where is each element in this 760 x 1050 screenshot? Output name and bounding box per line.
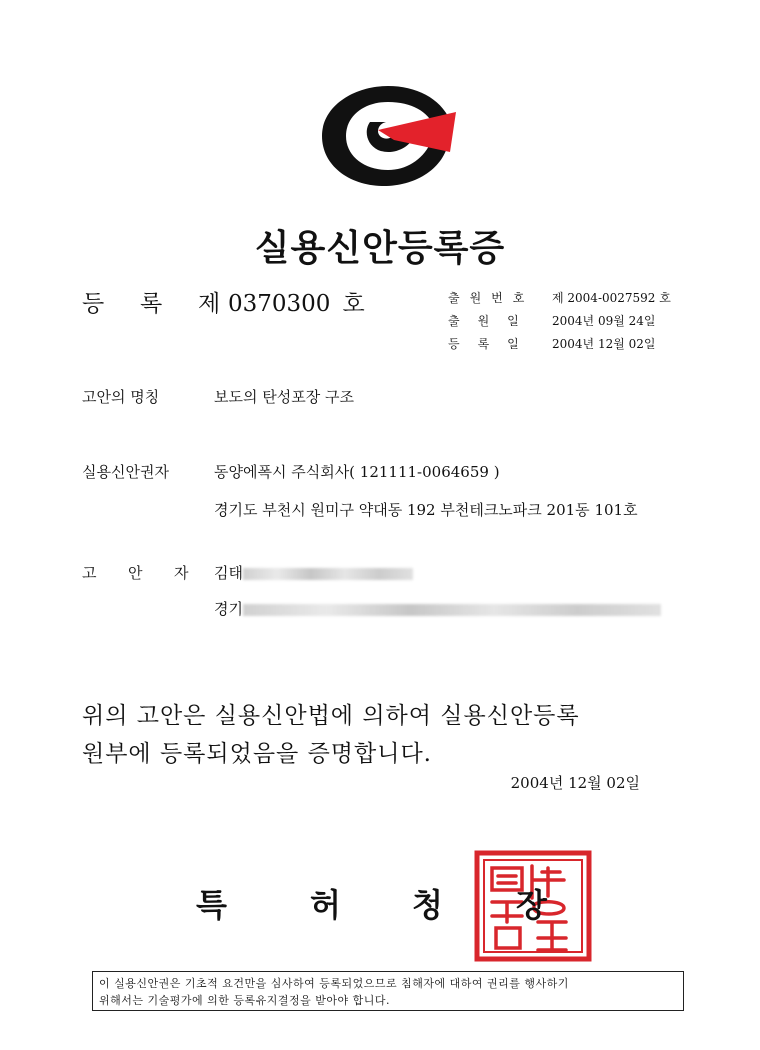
notice-box [92, 971, 684, 1011]
inventor-name-visible: 김태 [214, 564, 243, 582]
application-meta [448, 287, 678, 356]
registration-label-char: 등 [82, 291, 105, 317]
inventor-address-visible: 경기 [214, 600, 243, 618]
inventor-name [214, 562, 413, 583]
notice-line: 이 실용신안권은 기초적 요건만을 심사하여 등록되었으므로 침해자에 대하여 권리를 행사하기 [99, 977, 569, 990]
meta-value: 2004년 12월 02일 [552, 337, 656, 351]
holder-address: 경기도 부천시 원미구 약대동 192 부천테크노파크 201동 101호 [214, 501, 638, 519]
meta-row [448, 333, 678, 356]
certification-line: 원부에 등록되었음을 증명합니다. [82, 741, 432, 767]
notice-line: 위해서는 기술평가에 의한 등록유지결정을 받아야 합니다. [99, 994, 391, 1007]
holder-label: 실용신안권자 [82, 463, 169, 481]
inventor-label [82, 562, 189, 583]
kipo-emblem-logo [318, 82, 458, 188]
invention-name-value: 보도의 탄성포장 구조 [214, 388, 354, 406]
meta-label: 출원일 [448, 314, 537, 328]
registration-label-char: 록 [140, 291, 163, 317]
meta-row [448, 287, 678, 310]
inventor-address [214, 598, 661, 619]
office-char: 청 [412, 886, 443, 924]
meta-value: 제 2004-0027592 호 [552, 291, 671, 305]
document-title: 실용신안등록증 [254, 228, 506, 269]
registration-number: 0370300 [228, 291, 331, 317]
redacted-inventor-name [243, 568, 413, 580]
office-char: 허 [310, 886, 341, 924]
issue-date: 2004년 12월 02일 [510, 774, 640, 792]
registration-number-line [82, 285, 365, 318]
office-char: 특 [196, 886, 227, 924]
redacted-inventor-address [243, 604, 661, 616]
invention-name-label: 고안의 명칭 [82, 388, 160, 406]
inventor-label-char: 고 [82, 564, 97, 582]
holder-value: 동양에폭시 주식회사( 121111-0064659 ) [214, 463, 500, 481]
inventor-label-char: 자 [174, 564, 189, 582]
inventor-label-char: 안 [128, 564, 143, 582]
registration-suffix: 호 [342, 291, 365, 317]
meta-value: 2004년 09월 24일 [552, 314, 656, 328]
registration-label-char: 제 [198, 291, 221, 317]
meta-label: 출원번호 [448, 291, 535, 305]
certification-statement [82, 697, 702, 773]
meta-row [448, 310, 678, 333]
meta-label: 등록일 [448, 337, 537, 351]
certification-line: 위의 고안은 실용신안법에 의하여 실용신안등록 [82, 703, 580, 729]
office-char: 장 [516, 886, 547, 924]
